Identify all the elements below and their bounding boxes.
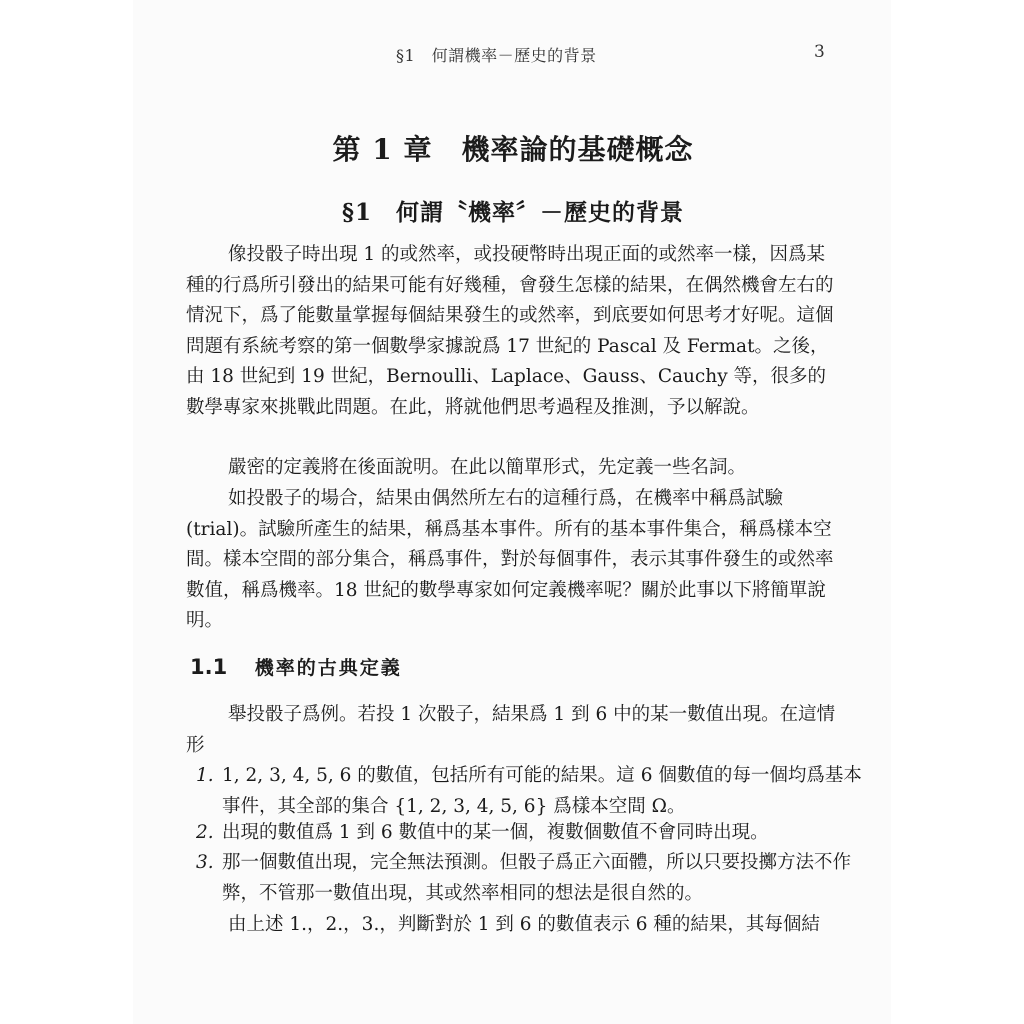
section-title: §1 何謂〝機率〞－歷史的背景	[341, 199, 685, 226]
paragraph-example-intro: 舉投骰子爲例。若投 1 次骰子，結果爲 1 到 6 中的某一數值出現。在這情形	[186, 704, 836, 756]
paragraph-history: 像投骰子時出現 1 的或然率，或投硬幣時出現正面的或然率一樣，因爲某種的行爲所引發出的結果可能有好幾種，會發生怎樣的結果，在偶然機會左右的情況下，爲了能數量掌握每個結果發生的或然率，到底要如何思考才好呢。這個問題有系統考察的第一個數學家據說爲 17 世紀的 Pascal 及 Fermat。之後，由 18 世紀到 19 世紀，Bernoulli、Laplace、Gauss、Cauchy 等，很多的數學專家來挑戰此問題。在此，將就他們思考過程及推測，予以解說。	[186, 244, 834, 418]
list-item	[196, 818, 866, 849]
list-item-text: 那一個數值出現，完全無法預測。但骰子爲正六面體，所以只要投擲方法不作弊，不管那一數值出現，其或然率相同的想法是很自然的。	[222, 852, 852, 904]
subsection-heading	[190, 653, 402, 680]
list-marker: 3.	[196, 852, 214, 873]
page-number: 3	[814, 42, 825, 62]
paragraph-definitions-intro: 嚴密的定義將在後面說明。在此以簡單形式，先定義一些名詞。	[228, 457, 747, 478]
running-head: §1 何謂機率－歷史的背景	[396, 46, 597, 65]
list-item-text: 出現的數值爲 1 到 6 數值中的某一個，複數個數值不會同時出現。	[222, 822, 769, 843]
list-marker: 2.	[196, 822, 214, 843]
paragraph-closing: 由上述 1.，2.，3.，判斷對於 1 到 6 的數值表示 6 種的結果，其每個結	[228, 914, 820, 935]
paragraph-trial-definition: 如投骰子的場合，結果由偶然所左右的這種行爲，在機率中稱爲試驗 (trial)。試驗所產生的結果，稱爲基本事件。所有的基本事件集合，稱爲樣本空間。樣本空間的部分集合，稱爲事件，對於每個事件，表示其事件發生的或然率數值，稱爲機率。18 世紀的數學專家如何定義機率呢？關於此事以下將簡單說明。	[186, 488, 834, 632]
list-item	[196, 848, 866, 909]
list-item	[196, 761, 866, 822]
list-marker: 1.	[196, 765, 214, 786]
chapter-title: 第 1 章 機率論的基礎概念	[332, 133, 694, 166]
subsection-number: 1.1	[190, 655, 228, 679]
subsection-title: 機率的古典定義	[254, 657, 402, 679]
list-item-text: 1, 2, 3, 4, 5, 6 的數值，包括所有可能的結果。這 6 個數值的每一個均爲基本事件，其全部的集合 {1, 2, 3, 4, 5, 6} 爲樣本空間 Ω。	[222, 765, 862, 817]
